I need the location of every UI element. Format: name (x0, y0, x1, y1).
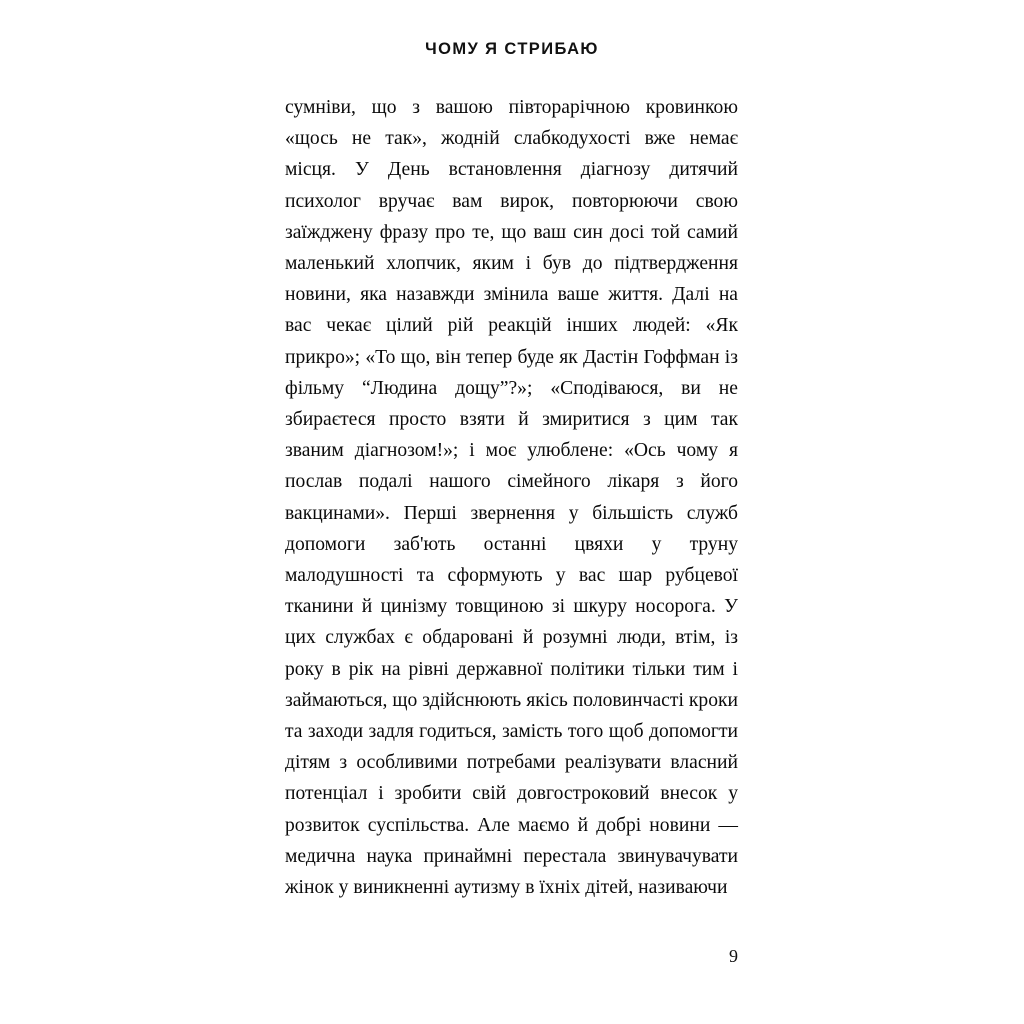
body-paragraph: сумніви, що з вашою півторарічною кровинкою «щось не так», жодній слабкодухості вже немає місця. У День встановлення діагнозу дитячий психолог вручає вам вирок, повторюючи свою заїжджену фразу про те, що ваш син досі той самий маленький хлопчик, яким і був до підтвердження новини, яка назавжди змінила ваше життя. Далі на вас чекає цілий рій реакцій інших людей: «Як прикро»; «То що, він тепер буде як Дастін Гоффман із фільму “Людина дощу”?»; «Сподіваюся, ви не збираєтеся просто взяти й змиритися з цим так званим діагнозом!»; і моє улюблене: «Ось чому я послав подалі нашого сімейного лікаря з його вакцинами». Перші звернення у більшість служб допомоги заб'ють останні цвяхи у труну малодушності та сформують у вас шар рубцевої тканини й цинізму товщиною зі шкуру носорога. У цих службах є обдаровані й розумні люди, втім, із року в рік на рівні державної політики тільки тим і займаються, що здійснюють якісь половинчасті кроки та заходи задля годиться, замість того щоб допомогти дітям з особливими потребами реалізувати власний потенціал і зробити свій довгостроковий внесок у розвиток суспільства. Але маємо й добрі новини — медична наука принаймні перестала звинувачувати жінок у виникненні аутизму в їхніх дітей, називаючи (285, 97, 738, 899)
page-number: 9 (729, 946, 738, 966)
running-head: ЧОМУ Я СТРИБАЮ (425, 40, 599, 58)
body-text-block (285, 92, 738, 903)
